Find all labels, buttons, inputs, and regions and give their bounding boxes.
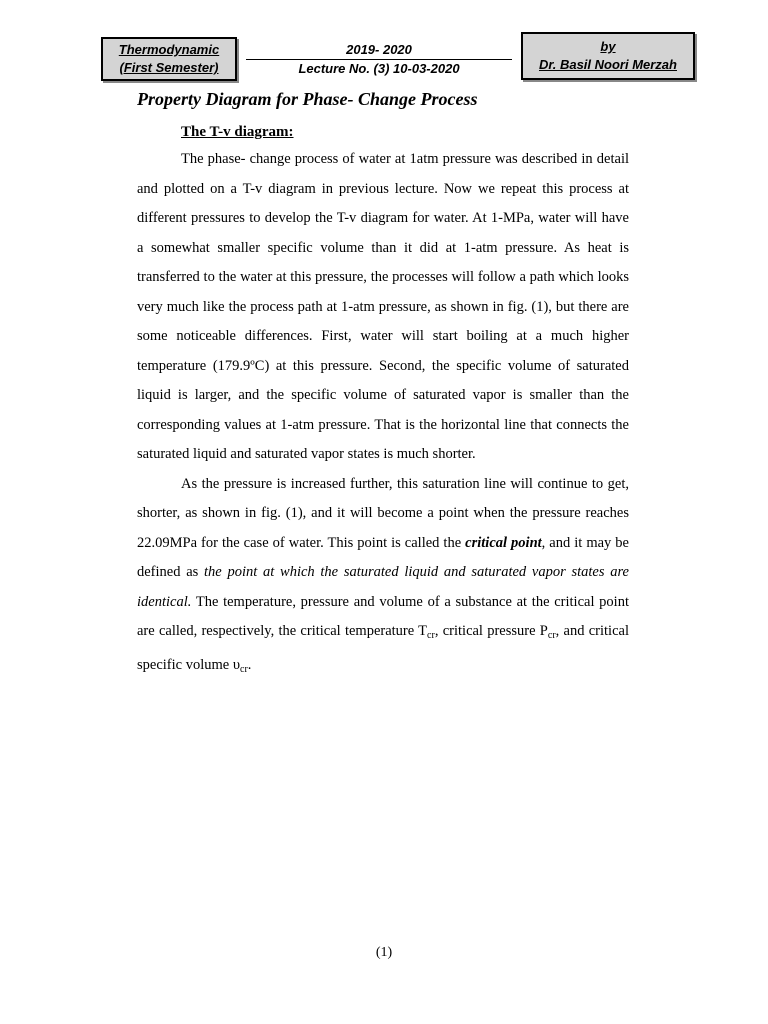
author-box xyxy=(521,32,695,80)
lecture-info xyxy=(246,42,512,77)
academic-year: 2019- 2020 xyxy=(246,42,512,60)
critical-point-term: critical point xyxy=(465,534,542,551)
body-text xyxy=(137,145,629,684)
critical-point-definition: the point at which the saturated liquid and saturated vapor states are identical. xyxy=(137,564,629,610)
paragraph-2: As the pressure is increased further, this saturation line will continue to get, shorter, as shown in fig. (1), and it will become a point when the pressure reaches 22.09MPa for the case of water. This point is called the critical point, and it may be defined as the point at which the saturated liquid and saturated vapor states are identical. The temperature, pressure and volume of a substance at the critical point are called, respectively, the critical temperature $T_{cr}$, critical pressure $P_{cr}$, and critical specific volume $\upsilon_{cr}$. xyxy=(137,475,629,675)
paragraph-1: The phase- change process of water at 1atm pressure was described in detail and plotted on a T-v diagram in previous lecture. Now we repeat this process at different pressures to develop the T-v diagram for water. At 1-MPa, water will have a somewhat smaller specific volume than it did at 1-atm pressure. As heat is transferred to the water at this pressure, the processes will follow a path which looks very much like the process path at 1-atm pressure, as shown in fig. (1), but there are some noticeable differences. First, water will start boiling at a much higher temperature (179.9ºC) at this pressure. Second, the specific volume of saturated liquid is larger, and the specific volume of saturated vapor is smaller than the corresponding values at 1-atm pressure. That is the horizontal line that connects the saturated liquid and saturated vapor states is much shorter. xyxy=(137,151,629,462)
course-name: Thermodynamic xyxy=(118,42,220,57)
course-box xyxy=(101,37,237,81)
section-heading: The T-v diagram: xyxy=(181,124,294,140)
semester: (First Semester) xyxy=(119,60,219,75)
by-label: by xyxy=(600,39,616,54)
lecture-number: Lecture No. (3) 10-03-2020 xyxy=(298,61,460,76)
page-title: Property Diagram for Phase- Change Process xyxy=(137,89,478,109)
page-number: (1) xyxy=(375,945,393,960)
author-name: Dr. Basil Noori Merzah xyxy=(539,57,677,72)
